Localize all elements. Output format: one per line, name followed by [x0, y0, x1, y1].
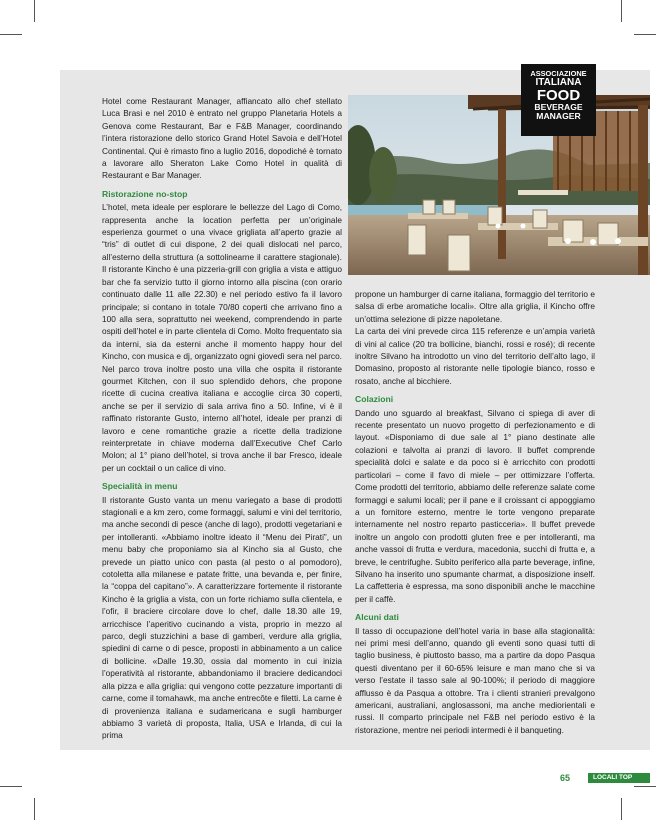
page-number: 65	[560, 773, 571, 783]
section-heading: Specialità in menu	[102, 481, 178, 492]
association-logo	[521, 64, 596, 136]
paragraph: propone un hamburger di carne italiana, formaggio del territorio e salsa di erbe aromatiche locali». Oltre alla griglia, il Kincho offre un’ottima selezione di pizze napoletane.	[355, 289, 595, 324]
paragraph: Dando uno sguardo al breakfast, Silvano ci spiega di aver di recente presentato un nuovo progetto di perfezionamento e di layout. «Disponiamo di due sale al 1° piano destinate alle colazioni e talvolta ai pranzi di lavoro. Il buffet comprende specialità dolci e salate e da poco si è arricchito con prodotti particolari – come il favo di miele – per ottimizzare l’offerta. Come prodotti del territorio, abbiamo delle referenze salate come formaggi e salumi locali; per il pane e il croissant ci appoggiamo a un fornitore esterno, mentre le torte vengono preparate internamente nel nostro reparto pasticceria». Il buffet prevede inoltre un angolo con prodotti gluten free e per intolleranti, ma anche vassoi di frutta e verdura, macedonia, succhi di frutta e, a breve, le centrifughe. Subito periferico alla parte beverage, infine, Silvano ha inserito uno spumante charmat, a disposizione inself. La caffetteria è espressa, ma sono disponibili anche le macchine per il caffè.	[355, 407, 595, 604]
crop-mark	[0, 786, 22, 787]
paragraph: Il tasso di occupazione dell’hotel varia in base alla stagionalità: nei primi mesi dell’anno, quando gli eventi sono quasi tutti di taglio business, è piuttosto basso, ma a partire da dopo Pasqua questi diventano per il 60-65% leisure e man mano che si va verso l’estate il tasso sale al 90-100%; il periodo di maggiore afflusso è da Pasqua a ottobre. Tra i clienti stranieri prevalgono americani, australiani, anglosassoni, ma anche mediorientali e russi. Il comparto principale nel F&B nel periodo estivo è la ristorazione, mentre nei periodi intermedi è il banqueting.	[355, 625, 595, 735]
crop-mark	[0, 34, 22, 35]
crop-mark	[634, 786, 656, 787]
crop-mark	[621, 798, 622, 820]
logo-line: ASSOCIAZIONE	[530, 69, 587, 78]
crop-mark	[621, 0, 622, 22]
paragraph: Il ristorante Gusto vanta un menu variegato a base di prodotti stagionali e a km zero, come formaggi, salumi e vini del territorio, ma anche secondi di pesce (anche di lago), prodotti vegetariani e per intolleranti. «Abbiamo inoltre ideato il “Menu dei Pirati”, un menu baby che proponiamo sia al Kincho sia al Gusto, che prevede un piatto unico con pasta (al pesto o al pomodoro), cotoletta alla milanese e patate fritte, una bevanda e, per finire, la “coppa del capitano”». A caratterizzare fortemente il ristorante Kincho è la griglia a vista, con un forte richiamo sulla clientela, e l’ofir, il braciere circolare dove lo chef, dalle 18.30 alle 19, arricchisce l’aperitivo cucinando a vista, proprio in mezzo al parco, degli stuzzichini a base di gamberi, verdure alla griglia, spiedini di carne o di pesce, proposti in abbinamento a un calice di bollicine. «Dalle 19.30, ossia dal momento in cui inizia l’operatività al ristorante, abbandoniamo il braciere dedicandoci alla pizza e alla griglia: qui vengono cotte pezzature importanti di carne, come il tomahawk, ma anche entrecôte e filetti. La carne è di provenienza italiana e sudamericana e sugli hamburger abbiamo 3 varietà di proposta, Italia, USA e Irlanda, di cui la prima	[102, 494, 342, 741]
restaurant-terrace-photo	[348, 95, 650, 275]
logo-line: ITALIANA	[535, 77, 582, 89]
section-heading: Ristorazione no-stop	[102, 188, 188, 199]
section-tag: LOCALI TOP	[588, 773, 650, 783]
logo-line: BEVERAGE	[534, 102, 583, 113]
paragraph: Hotel come Restaurant Manager, affiancato allo chef stellato Luca Brasi e nel 2010 è entrato nel gruppo Planetaria Hotels a Genova come Restaurant, Bar e F&B Manager, coordinando l’intera ristorazione dello storico Grand Hotel Savoia e dell’Hotel Continental. Qui è rimasto fino a luglio 2016, dopodiché è tornato a lavorare allo Sheraton Lake Como Hotel in qualità di Restaurant e Bar Manager.	[102, 96, 342, 181]
paragraph: L’hotel, meta ideale per esplorare le bellezze del Lago di Como, rappresenta anche la location perfetta per un’originale esperienza gourmet o una vivace grigliata all’aperto grazie al “tris” di outlet di cui dispone, 2 dei quali dislocati nel parco, all’esterno della struttura (a sottolinearne il carattere stagionale). Il ristorante Kincho è una pizzeria-grill con griglia a vista e attiguo bar che fa servizio tutto il giorno intorno alla piscina (con orario continuato dalle 11 alle 22.30) e nel periodo estivo fa il lavoro principale; si contano in totale 70/80 coperti che arrivano fino a 100 alla sera, soprattutto nei weekend, comprendendo in parte ospiti dell’hotel e in parte clientela di Como. Molto frequentato sia da interni, sia da esterni anche il momento happy hour del Kincho, con musica e dj, organizzato ogni giovedì sera nel parco. Nel parco trova inoltre posto una villa che ospita il ristorante gourmet Kitchen, con il suo splendido dehors, che propone ricette di cucina creativa italiana e accoglie circa 30 coperti, anche se per il servizio di sala arriva fino a 50. Infine, vi è il raffinato ristorante Gusto, interno all’hotel, ideale per pranzi di lavoro e cene romantiche grazie a ricette della tradizione reinterpretate in chiave moderna dall’Executive Chef Carlo Molon; al 1° piano dell’hotel, si trova anche il bar Fresco, ideale per un cocktail o un calice di vino.	[102, 202, 342, 473]
section-heading: Alcuni dati	[355, 612, 399, 623]
logo-line: FOOD	[536, 87, 581, 105]
crop-mark	[34, 0, 35, 22]
crop-mark	[634, 34, 656, 35]
crop-mark	[34, 798, 35, 820]
paragraph: La carta dei vini prevede circa 115 referenze e un’ampia varietà di vini al calice (20 tra bollicine, bianchi, rossi e rosé); di recente inoltre Silvano ha introdotto un vino del territorio dell’alto lago, il Domasino, proposto al ristorante nelle tipologie bianco, rosso e rosato, anche al bicchiere.	[355, 326, 595, 386]
article-column-right	[355, 288, 595, 741]
article-column-left	[102, 95, 342, 747]
logo-line: MANAGER	[536, 111, 581, 121]
section-heading: Colazioni	[355, 394, 394, 405]
